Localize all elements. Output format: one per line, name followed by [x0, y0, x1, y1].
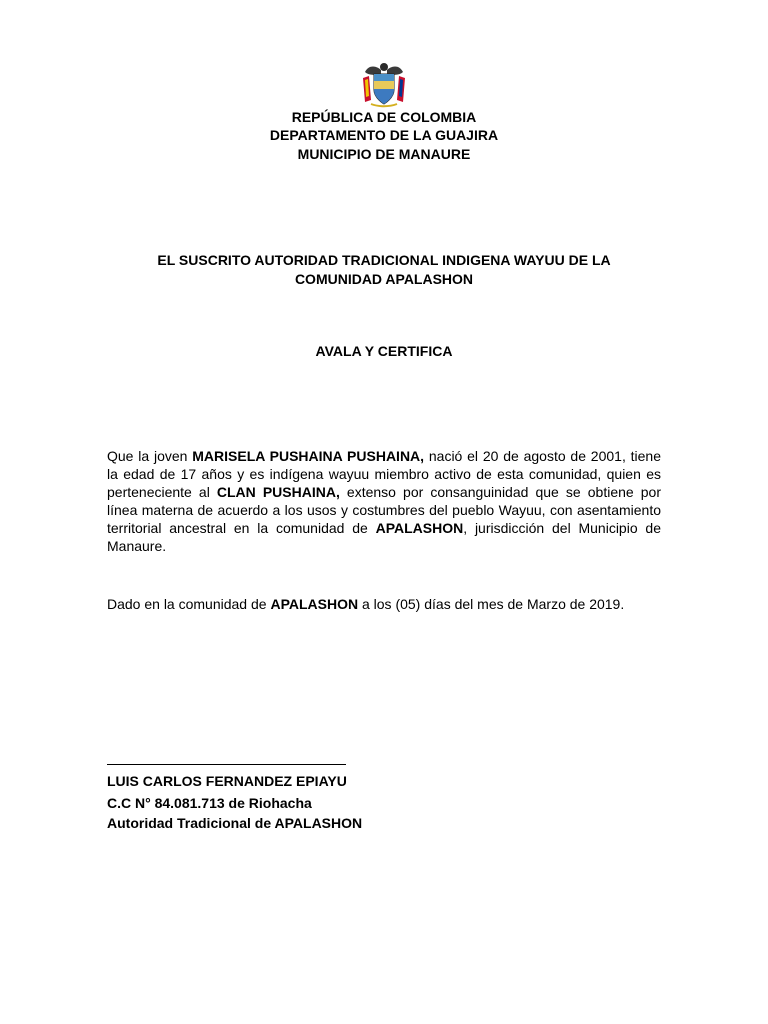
paragraph-text: Que la joven	[107, 448, 193, 464]
paragraph-text: nació el 20 de agosto de 2001, tiene la edad de 17 años y es indígena wayuu miembro activo de esta comunidad, quien es perteneciente al	[107, 448, 661, 500]
community-name: APALASHON	[375, 520, 464, 536]
document-heading: AVALA Y CERTIFICA	[315, 343, 453, 359]
header-municipality: MUNICIPIO DE MANAURE	[297, 146, 471, 162]
header-republic: REPÚBLICA DE COLOMBIA	[291, 109, 477, 125]
clan-name: CLAN PUSHAINA,	[216, 484, 340, 500]
issue-date-paragraph	[107, 595, 661, 613]
subtitle-line-2: COMUNIDAD APALASHON	[294, 271, 474, 287]
paragraph-text: , jurisdicción del Municipio de Manaure.	[107, 520, 661, 554]
signatory-role: Autoridad Tradicional de APALASHON	[107, 815, 363, 831]
certification-paragraph	[107, 447, 661, 555]
paragraph-text: Dado en la comunidad de	[107, 596, 271, 612]
subtitle-line-1: EL SUSCRITO AUTORIDAD TRADICIONAL INDIGENA WAYUU DE LA	[157, 252, 611, 268]
signature-line	[107, 764, 346, 765]
coat-of-arms-icon	[361, 60, 407, 108]
community-name: APALASHON	[270, 596, 359, 612]
person-name: MARISELA PUSHAINA PUSHAINA,	[192, 448, 425, 464]
paragraph-text: a los (05) días del mes de Marzo de 2019.	[358, 596, 625, 612]
signatory-id: C.C N° 84.081.713 de Riohacha	[107, 795, 312, 811]
paragraph-text: extenso por consanguinidad que se obtiene por línea materna de acuerdo a los usos y costumbres del pueblo Wayuu, con asentamiento territorial ancestral en la comunidad de	[107, 484, 662, 536]
header-department: DEPARTAMENTO DE LA GUAJIRA	[269, 127, 499, 143]
signatory-name: LUIS CARLOS FERNANDEZ EPIAYU	[107, 773, 347, 789]
